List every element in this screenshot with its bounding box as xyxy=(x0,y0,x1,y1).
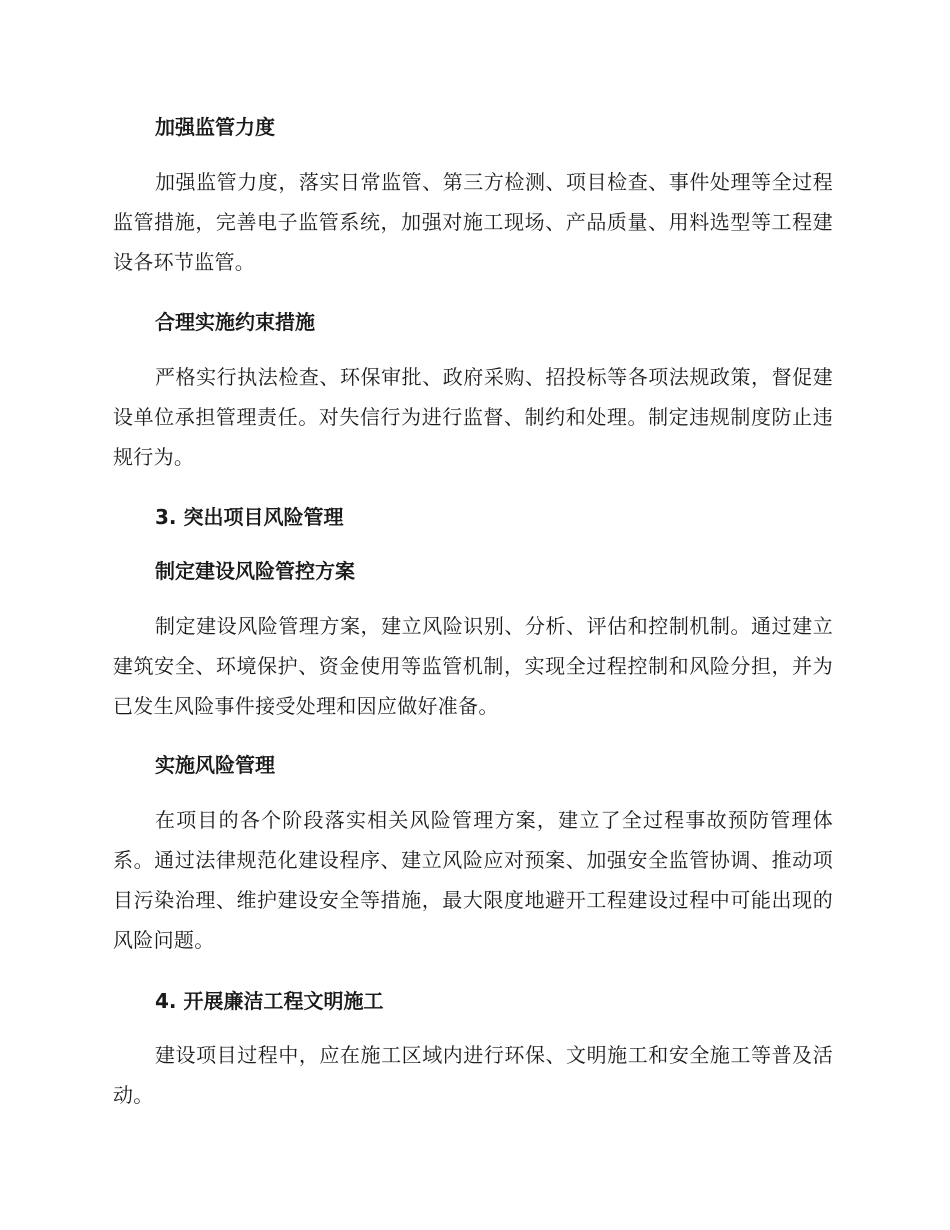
section-heading: 4. 开展廉洁工程文明施工 xyxy=(155,989,384,1013)
body-paragraph: 严格实行执法检查、环保审批、政府采购、招投标等各项法规政策，督促建设单位承担管理责任。对失信行为进行监督、制约和处理。制定违规制度防止违规行为。 xyxy=(113,365,833,469)
body-paragraph: 在项目的各个阶段落实相关风险管理方案，建立了全过程事故预防管理体系。通过法律规范化建设程序、建立风险应对预案、加强安全监管协调、推动项目污染治理、维护建设安全等措施，最大限度地避开工程建设过程中可能出现的风险问题。 xyxy=(113,808,833,952)
section-heading: 合理实施约束措施 xyxy=(155,310,315,334)
body-paragraph: 加强监管力度，落实日常监管、第三方检测、项目检查、事件处理等全过程监管措施，完善电子监管系统，加强对施工现场、产品质量、用料选型等工程建设各环节监管。 xyxy=(113,170,833,274)
body-paragraph: 制定建设风险管理方案，建立风险识别、分析、评估和控制机制。通过建立建筑安全、环境保护、资金使用等监管机制，实现全过程控制和风险分担，并为已发生风险事件接受处理和因应做好准备。 xyxy=(113,614,833,718)
section-heading: 加强监管力度 xyxy=(155,115,275,139)
section-heading: 实施风险管理 xyxy=(155,753,275,777)
body-paragraph: 建设项目过程中，应在施工区域内进行环保、文明施工和安全施工等普及活动。 xyxy=(113,1043,833,1107)
section-heading: 制定建设风险管控方案 xyxy=(155,559,355,583)
section-heading: 3. 突出项目风险管理 xyxy=(155,505,344,529)
